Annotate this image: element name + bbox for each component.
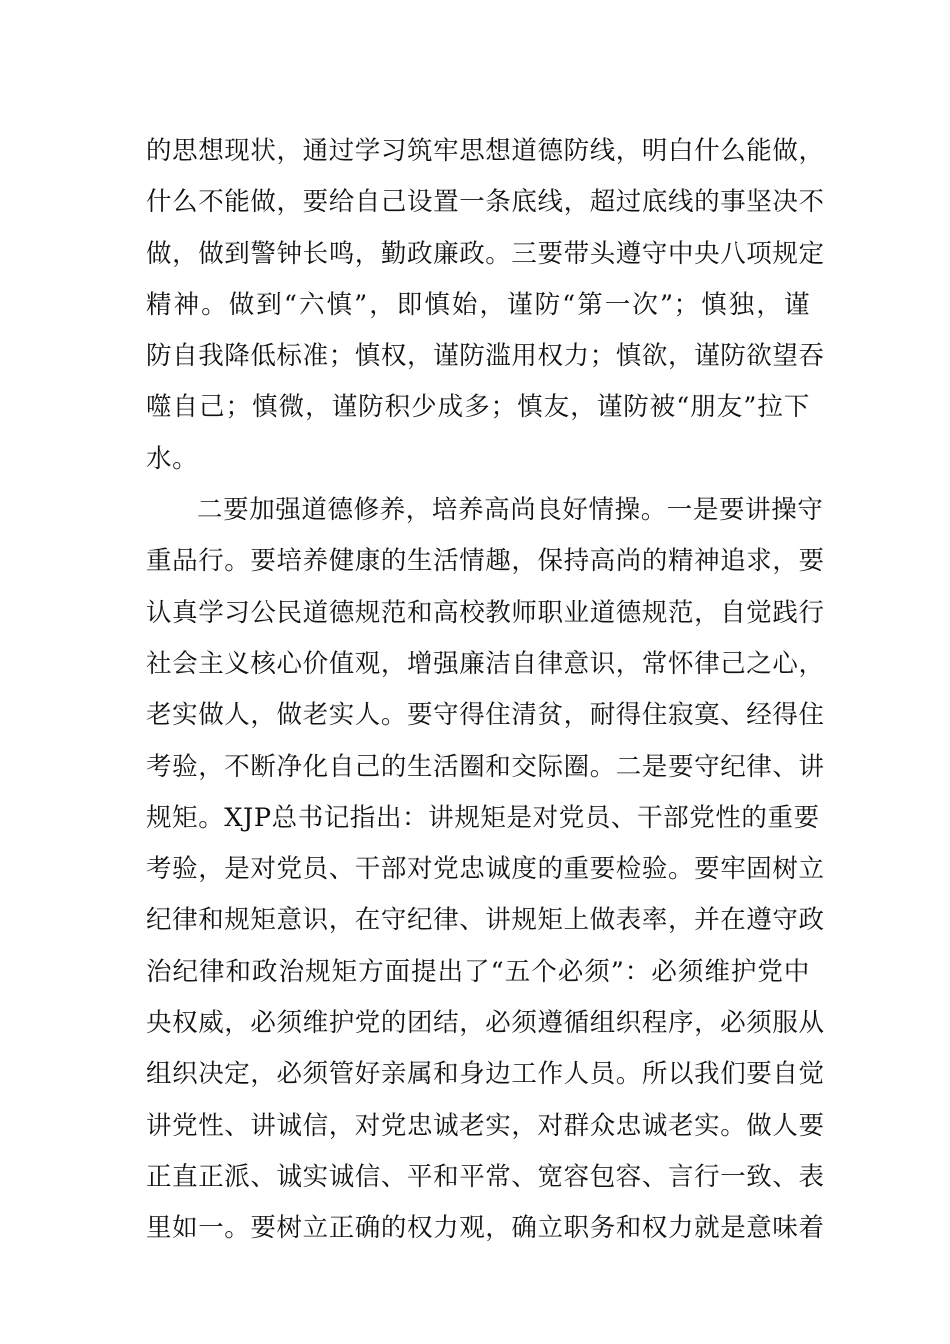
text-line: 精神。做到“六慎”，即慎始，谨防“第一次”；慎独，谨: [146, 289, 810, 320]
text-line: 的思想现状，通过学习筑牢思想道德防线，明白什么能做，: [146, 136, 825, 166]
text-line: 社会主义核心价值观，增强廉洁自律意识，常怀律己之心，: [146, 648, 825, 679]
text-line: 考验，是对党员、干部对党忠诚度的重要检验。要牢固树立: [146, 854, 825, 885]
paragraph-start-line: 二要加强道德修养，培养高尚良好情操。一是要讲操守: [197, 495, 824, 526]
text-line: 正直正派、诚实诚信、平和平常、宽容包容、言行一致、表: [146, 1161, 825, 1192]
text-line: 纪律和规矩意识，在守纪律、讲规矩上做表率，并在遵守政: [146, 905, 825, 936]
text-line: 考验，不断净化自己的生活圈和交际圈。二是要守纪律、讲: [146, 751, 825, 782]
text-line: 治纪律和政治规矩方面提出了“五个必须”：必须维护党中: [146, 956, 810, 987]
text-line: 讲党性、讲诚信，对党忠诚老实，对群众忠诚老实。做人要: [146, 1110, 825, 1141]
body-text: [146, 126, 825, 1255]
text-line: 噬自己；慎微，谨防积少成多；慎友，谨防被“朋友”拉下: [146, 392, 810, 423]
text-line: 什么不能做，要给自己设置一条底线，超过底线的事坚决不: [146, 187, 825, 218]
text-line: 老实做人，做老实人。要守得住清贫，耐得住寂寞、经得住: [146, 700, 825, 731]
text-line: 认真学习公民道德规范和高校教师职业道德规范，自觉践行: [146, 597, 825, 628]
text-line: 里如一。要树立正确的权力观，确立职务和权力就是意味着: [146, 1213, 825, 1244]
text-line: 做，做到警钟长鸣，勤政廉政。三要带头遵守中央八项规定: [146, 238, 825, 269]
text-line: 重品行。要培养健康的生活情趣，保持高尚的精神追求，要: [146, 546, 825, 577]
text-line: 水。: [146, 443, 199, 474]
text-line: 央权威，必须维护党的团结，必须遵循组织程序，必须服从: [146, 1008, 825, 1039]
text-line: 组织决定，必须管好亲属和身边工作人员。所以我们要自觉: [146, 1059, 825, 1090]
text-line: 规矩。XJP总书记指出：讲规矩是对党员、干部党性的重要: [146, 802, 820, 833]
text-line: 防自我降低标准；慎权，谨防滥用权力；慎欲，谨防欲望吞: [146, 341, 825, 372]
